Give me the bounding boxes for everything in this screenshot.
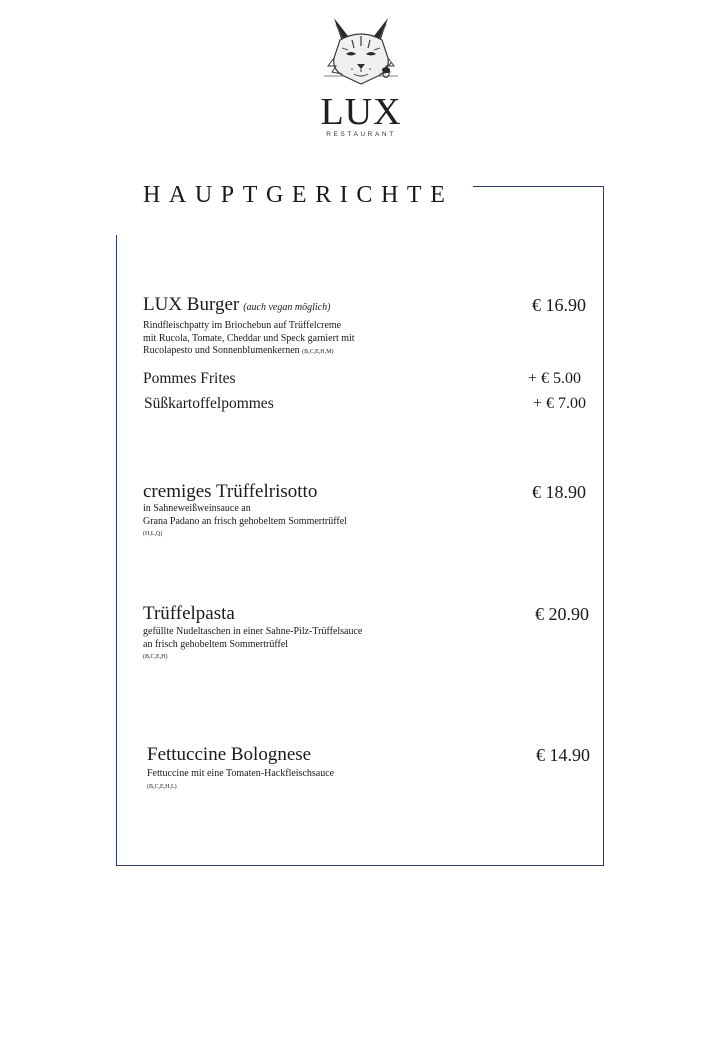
desc-line: gefüllte Nudeltaschen in einer Sahne-Pilz-Trüffelsauce [143,626,363,637]
desc-line-text: Rucolapesto und Sonnenblumenkernen [143,345,300,356]
frame-line-left [116,235,117,866]
dish-description-trueffelpasta [143,626,362,664]
restaurant-logo [318,14,404,138]
dish-description-bolognese [147,768,334,793]
allergen-codes: (B,C,E,H) [143,654,168,660]
side-name-suesskartoffel: Süßkartoffelpommes [144,395,274,412]
brand-name: LUX [320,91,402,133]
desc-line: in Sahneweißweinsauce an [143,503,251,514]
dish-description-burger [143,320,355,359]
desc-line [143,345,355,359]
allergen-codes: (B,C,E,H,M) [302,349,334,355]
frame-line-bottom [116,865,604,866]
allergen-codes: (H,L,Q) [143,531,163,537]
side-price-suesskartoffel: + € 7.00 [532,395,586,412]
dish-price-trueffelpasta: € 20.90 [535,604,589,624]
section-title: HAUPTGERICHTE [143,182,454,208]
desc-line: Fettuccine mit eine Tomaten-Hackfleischsauce [147,768,335,779]
frame-line-right [603,186,604,866]
dish-price-bolognese: € 14.90 [536,745,590,765]
brand-subtitle: RESTAURANT [326,131,396,138]
allergen-codes: (B,C,E,H,L) [147,783,177,790]
desc-line: Grana Padano an frisch gehobeltem Sommertrüffel [143,515,347,527]
dish-price-risotto: € 18.90 [532,482,586,502]
desc-line: an frisch gehobeltem Sommertrüffel [143,638,289,650]
dish-name-risotto: cremiges Trüffelrisotto [143,481,318,502]
dish-description-risotto [143,503,347,541]
lynx-head-icon [318,14,404,92]
dish-price-burger: € 16.90 [532,295,586,315]
dish-note: (auch vegan möglich) [243,302,331,313]
dish-name-bolognese: Fettuccine Bolognese [147,744,312,765]
side-price-pommes: + € 5.00 [527,370,581,387]
desc-line: mit Rucola, Tomate, Cheddar und Speck garniert mit [143,332,355,344]
dish-name-trueffelpasta: Trüffelpasta [143,603,235,624]
dish-name-text: LUX Burger [143,294,240,315]
frame-line-top [473,186,604,187]
desc-line: Rindfleischpatty im Briochebun auf Trüffelcreme [143,320,342,331]
dish-name-burger [143,294,330,316]
side-name-pommes: Pommes Frites [143,370,236,387]
